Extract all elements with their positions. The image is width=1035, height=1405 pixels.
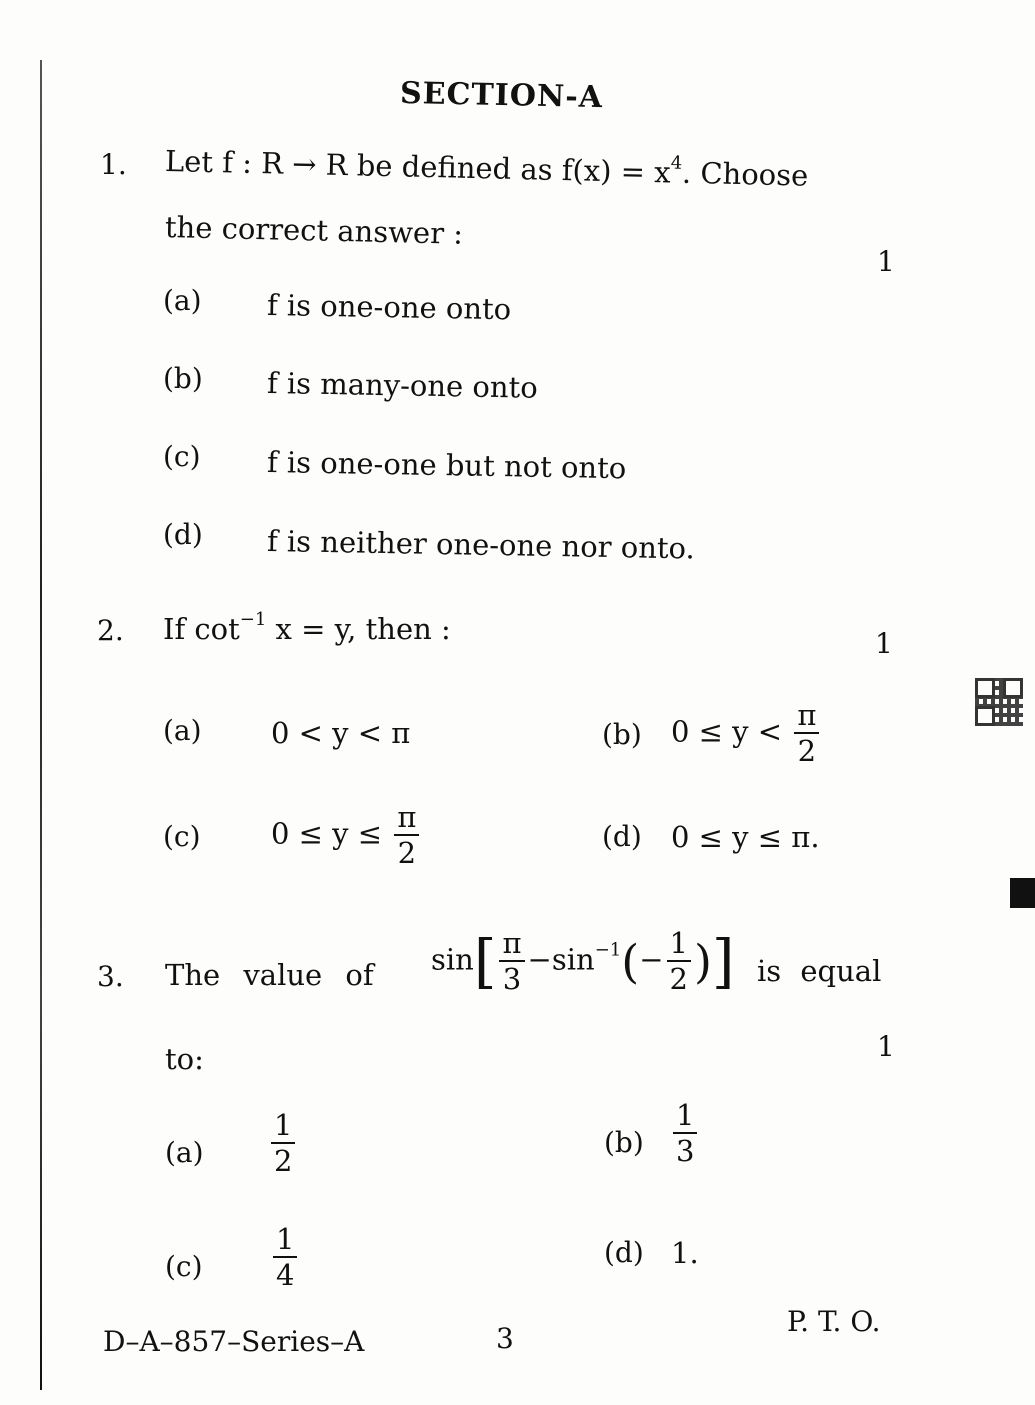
footer-series-code: D–A–857–Series–A bbox=[103, 1325, 365, 1358]
q3-option-a-label: (a) bbox=[165, 1136, 204, 1169]
q1-option-c-text: f is one-one but not onto bbox=[266, 445, 627, 486]
q3-right-bracket: ] bbox=[711, 927, 735, 996]
q3-left-paren: ( bbox=[621, 934, 640, 989]
q3-text-words bbox=[165, 958, 374, 992]
q3-frac2-den: 2 bbox=[669, 962, 688, 997]
q2-option-c-text: 0 ≤ y ≤ bbox=[271, 816, 383, 851]
q3-text-value: value bbox=[243, 958, 323, 992]
q3-option-a-math bbox=[268, 1110, 298, 1177]
q1-math-func: f(x) = x bbox=[561, 153, 671, 190]
q2-marks: 1 bbox=[875, 627, 893, 660]
q3-inv-exp: −1 bbox=[594, 939, 622, 961]
q3-option-d-text: 1. bbox=[671, 1236, 699, 1270]
q2-option-b-text: 0 ≤ y < bbox=[671, 714, 783, 749]
q3-option-c-den: 4 bbox=[276, 1258, 295, 1293]
q2-number: 2. bbox=[97, 614, 124, 647]
q3-minus-sin: −sin bbox=[527, 942, 595, 977]
q3-frac2-num: 1 bbox=[667, 928, 691, 962]
q2-option-d-label: (d) bbox=[602, 820, 642, 853]
q1-text-choose: . Choose bbox=[681, 155, 809, 193]
q1-option-a-label: (a) bbox=[163, 284, 202, 317]
q2-option-c-fraction bbox=[394, 802, 419, 869]
q1-option-d-label: (d) bbox=[163, 518, 203, 551]
q2-option-d-text: 0 ≤ y ≤ π. bbox=[671, 820, 820, 854]
q1-math-exp: 4 bbox=[670, 152, 683, 174]
q1-option-a-text: f is one-one onto bbox=[266, 288, 512, 327]
q2-option-a-text: 0 < y < π bbox=[271, 716, 411, 750]
q3-option-c-num: 1 bbox=[273, 1224, 297, 1258]
q1-text-let: Let bbox=[164, 144, 214, 180]
q3-neg: − bbox=[639, 942, 664, 977]
q3-text-is-equal: is equal bbox=[757, 954, 882, 988]
q3-frac1-den: 3 bbox=[502, 962, 522, 997]
q3-option-b-fraction bbox=[673, 1100, 697, 1167]
q2-option-b-math bbox=[671, 700, 822, 767]
q3-frac1-num: π bbox=[499, 928, 524, 962]
q3-option-a-den: 2 bbox=[274, 1144, 293, 1179]
q3-left-bracket: [ bbox=[473, 927, 497, 996]
q2-cot: cot bbox=[194, 612, 240, 646]
q1-option-d-text: f is neither one-one nor onto. bbox=[266, 524, 696, 566]
q2-text bbox=[163, 609, 451, 646]
q1-option-c-label: (c) bbox=[163, 440, 201, 473]
q1-number: 1. bbox=[100, 148, 127, 181]
q2-eq: x = y, bbox=[275, 612, 357, 646]
q3-option-a-fraction bbox=[271, 1110, 295, 1177]
q2-text-if: If bbox=[163, 612, 186, 646]
q2-option-b-num: π bbox=[794, 700, 819, 734]
q2-option-c-num: π bbox=[394, 802, 419, 836]
q1-text-line2: the correct answer : bbox=[164, 210, 464, 251]
q3-number: 3. bbox=[97, 960, 124, 993]
q3-expression bbox=[431, 928, 735, 995]
q1-text-defined: be defined as bbox=[356, 148, 553, 187]
q3-frac2 bbox=[667, 928, 691, 995]
q3-right-paren: ) bbox=[693, 934, 712, 989]
q3-option-c-math bbox=[270, 1224, 300, 1291]
footer-page-number: 3 bbox=[496, 1322, 514, 1355]
edge-registration-mark bbox=[1010, 878, 1035, 908]
q2-option-c-den: 2 bbox=[397, 836, 417, 871]
margin-line bbox=[40, 60, 42, 1390]
q2-option-b-fraction bbox=[794, 700, 819, 767]
q3-sin: sin bbox=[431, 942, 474, 977]
q2-option-b-den: 2 bbox=[797, 734, 817, 769]
q2-option-a-label: (a) bbox=[163, 714, 202, 747]
q3-frac1 bbox=[499, 928, 524, 995]
q3-option-c-fraction bbox=[273, 1224, 297, 1291]
q3-text-line2: to: bbox=[165, 1042, 204, 1076]
q2-option-b-label: (b) bbox=[602, 718, 642, 751]
q3-option-a-num: 1 bbox=[271, 1110, 295, 1144]
q3-option-b-num: 1 bbox=[673, 1100, 697, 1134]
qr-code-icon bbox=[975, 678, 1023, 726]
q2-cot-exp: −1 bbox=[239, 609, 267, 630]
q1-marks: 1 bbox=[877, 245, 895, 278]
q1-option-b-label: (b) bbox=[163, 362, 203, 395]
q3-option-b-den: 3 bbox=[676, 1134, 695, 1169]
q3-option-c-label: (c) bbox=[165, 1250, 203, 1283]
section-title: SECTION-A bbox=[399, 75, 604, 116]
q1-math-map: f : R → R bbox=[221, 145, 348, 183]
q1-text-line1 bbox=[165, 144, 809, 193]
q2-then: then : bbox=[365, 612, 451, 646]
q3-marks: 1 bbox=[877, 1030, 895, 1063]
footer-pto: P. T. O. bbox=[787, 1305, 881, 1338]
q2-option-c-math bbox=[271, 802, 422, 869]
q3-text-the: The bbox=[165, 958, 221, 992]
q3-option-b-math bbox=[670, 1100, 700, 1167]
q3-option-b-label: (b) bbox=[604, 1126, 644, 1159]
q2-option-c-label: (c) bbox=[163, 820, 201, 853]
q3-option-d-label: (d) bbox=[604, 1236, 644, 1269]
q1-option-b-text: f is many-one onto bbox=[266, 366, 539, 405]
q3-text-of: of bbox=[345, 958, 374, 992]
